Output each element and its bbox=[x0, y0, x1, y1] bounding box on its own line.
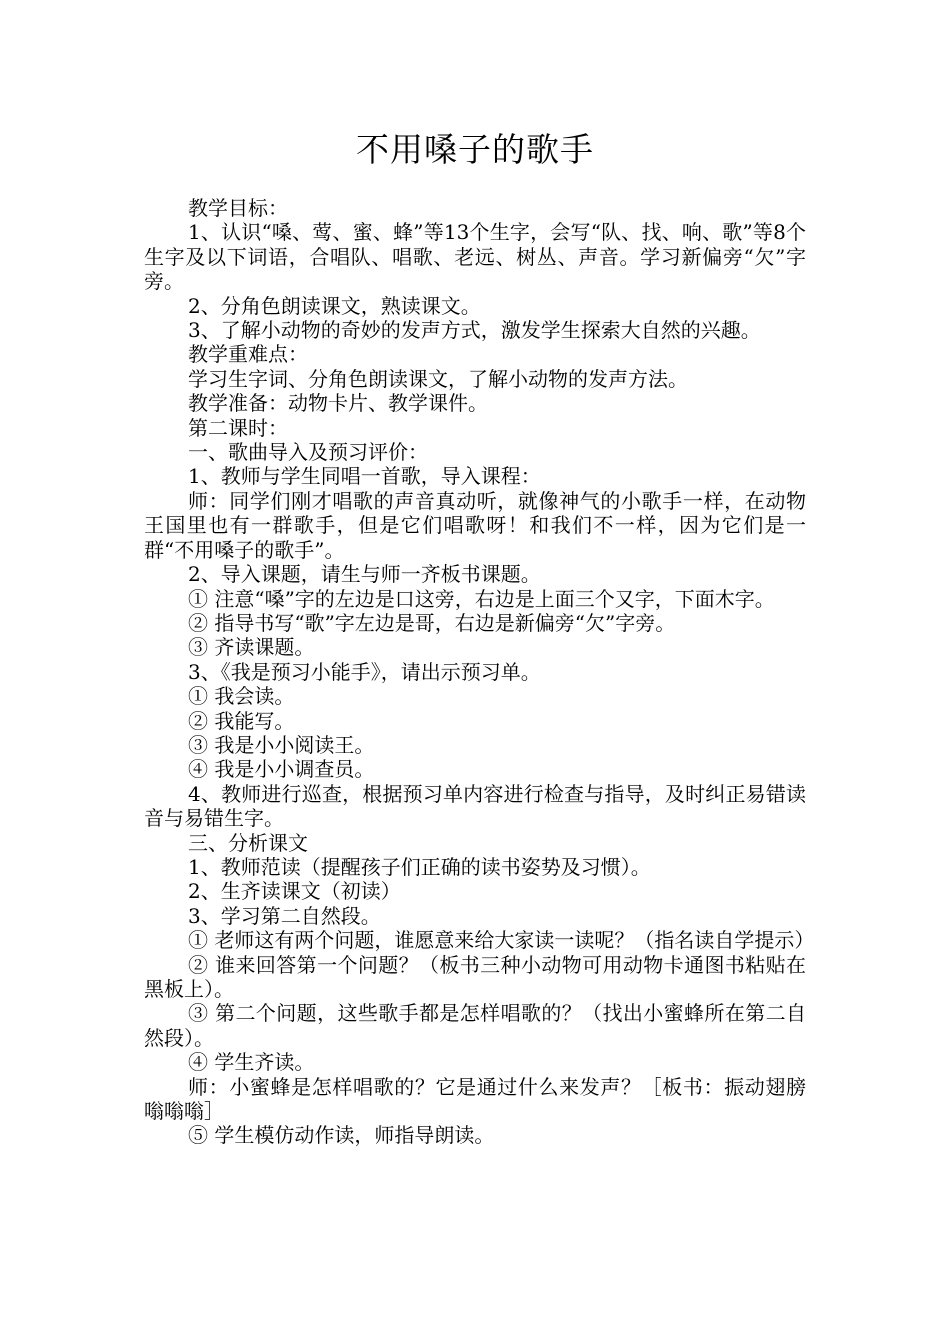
paragraph: 2、分角色朗读课文，熟读课文。 bbox=[188, 293, 481, 318]
paragraph: 1、教师与学生同唱一首歌，导入课程： bbox=[188, 464, 541, 489]
paragraph: 4、教师进行巡查，根据预习单内容进行检查与指导，及时纠正易错读音与易错生字。 bbox=[144, 781, 806, 831]
paragraph: ④ 学生齐读。 bbox=[188, 1050, 315, 1075]
paragraph: 1、认识“嗓、莺、蜜、蜂”等13个生字，会写“队、找、响、歌”等8个生字及以下词语，合唱队、唱歌、老远、树丛、声音。学习新偏旁“欠”字旁。 bbox=[144, 220, 806, 294]
paragraph: ⑤ 学生模仿动作读，师指导朗读。 bbox=[188, 1123, 495, 1148]
paragraph: ④ 我是小小调查员。 bbox=[188, 757, 375, 782]
paragraph: 2、生齐读课文（初读） bbox=[188, 879, 401, 904]
paragraph: 3、了解小动物的奇妙的发声方式，激发学生探索大自然的兴趣。 bbox=[188, 318, 761, 343]
paragraph: 师：同学们刚才唱歌的声音真动听，就像神气的小歌手一样，在动物王国里也有一群歌手，但是它们唱歌呀！和我们不一样，因为它们是一群“不用嗓子的歌手”。 bbox=[144, 488, 806, 562]
paragraph: 2、导入课题，请生与师一齐板书课题。 bbox=[188, 562, 541, 587]
paragraph: ① 注意“嗓”字的左边是口这旁，右边是上面三个又字，下面木字。 bbox=[188, 586, 775, 611]
paragraph: 教学准备：动物卡片、教学课件。 bbox=[188, 391, 488, 416]
paragraph: 3、《我是预习小能手》，请出示预习单。 bbox=[188, 659, 541, 684]
paragraph: 教学重难点： bbox=[188, 342, 308, 367]
paragraph: ③ 我是小小阅读王。 bbox=[188, 732, 375, 757]
paragraph: ③ 第二个问题，这些歌手都是怎样唱歌的？（找出小蜜蜂所在第二自然段）。 bbox=[144, 1001, 806, 1050]
paragraph: 3、学习第二自然段。 bbox=[188, 903, 381, 928]
paragraph: ② 我能写。 bbox=[188, 708, 295, 733]
paragraph: 师：小蜜蜂是怎样唱歌的？它是通过什么来发声？［板书：振动翅膀嗡嗡嗡］ bbox=[144, 1074, 806, 1124]
paragraph: 三、分析课文 bbox=[188, 830, 308, 855]
paragraph: ② 指导书写“歌”字左边是哥，右边是新偏旁“欠”字旁。 bbox=[188, 610, 676, 635]
paragraph: 教学目标： bbox=[188, 196, 288, 220]
paragraph: 第二课时： bbox=[188, 415, 288, 440]
paragraph: 1、教师范读（提醒孩子们正确的读书姿势及习惯）。 bbox=[188, 854, 651, 879]
paragraph: ① 我会读。 bbox=[188, 684, 295, 709]
paragraph: 学习生字词、分角色朗读课文，了解小动物的发声方法。 bbox=[188, 366, 688, 391]
document-body bbox=[144, 196, 815, 1148]
paragraph: ① 老师这有两个问题，谁愿意来给大家读一读呢？（指名读自学提示） bbox=[188, 928, 815, 953]
paragraph: ② 谁来回答第一个问题？（板书三种小动物可用动物卡通图书粘贴在黑板上）。 bbox=[144, 952, 806, 1001]
paragraph: ③ 齐读课题。 bbox=[188, 635, 315, 660]
document-title: 不用嗓子的歌手 bbox=[356, 130, 594, 169]
paragraph: 一、歌曲导入及预习评价： bbox=[188, 440, 428, 465]
